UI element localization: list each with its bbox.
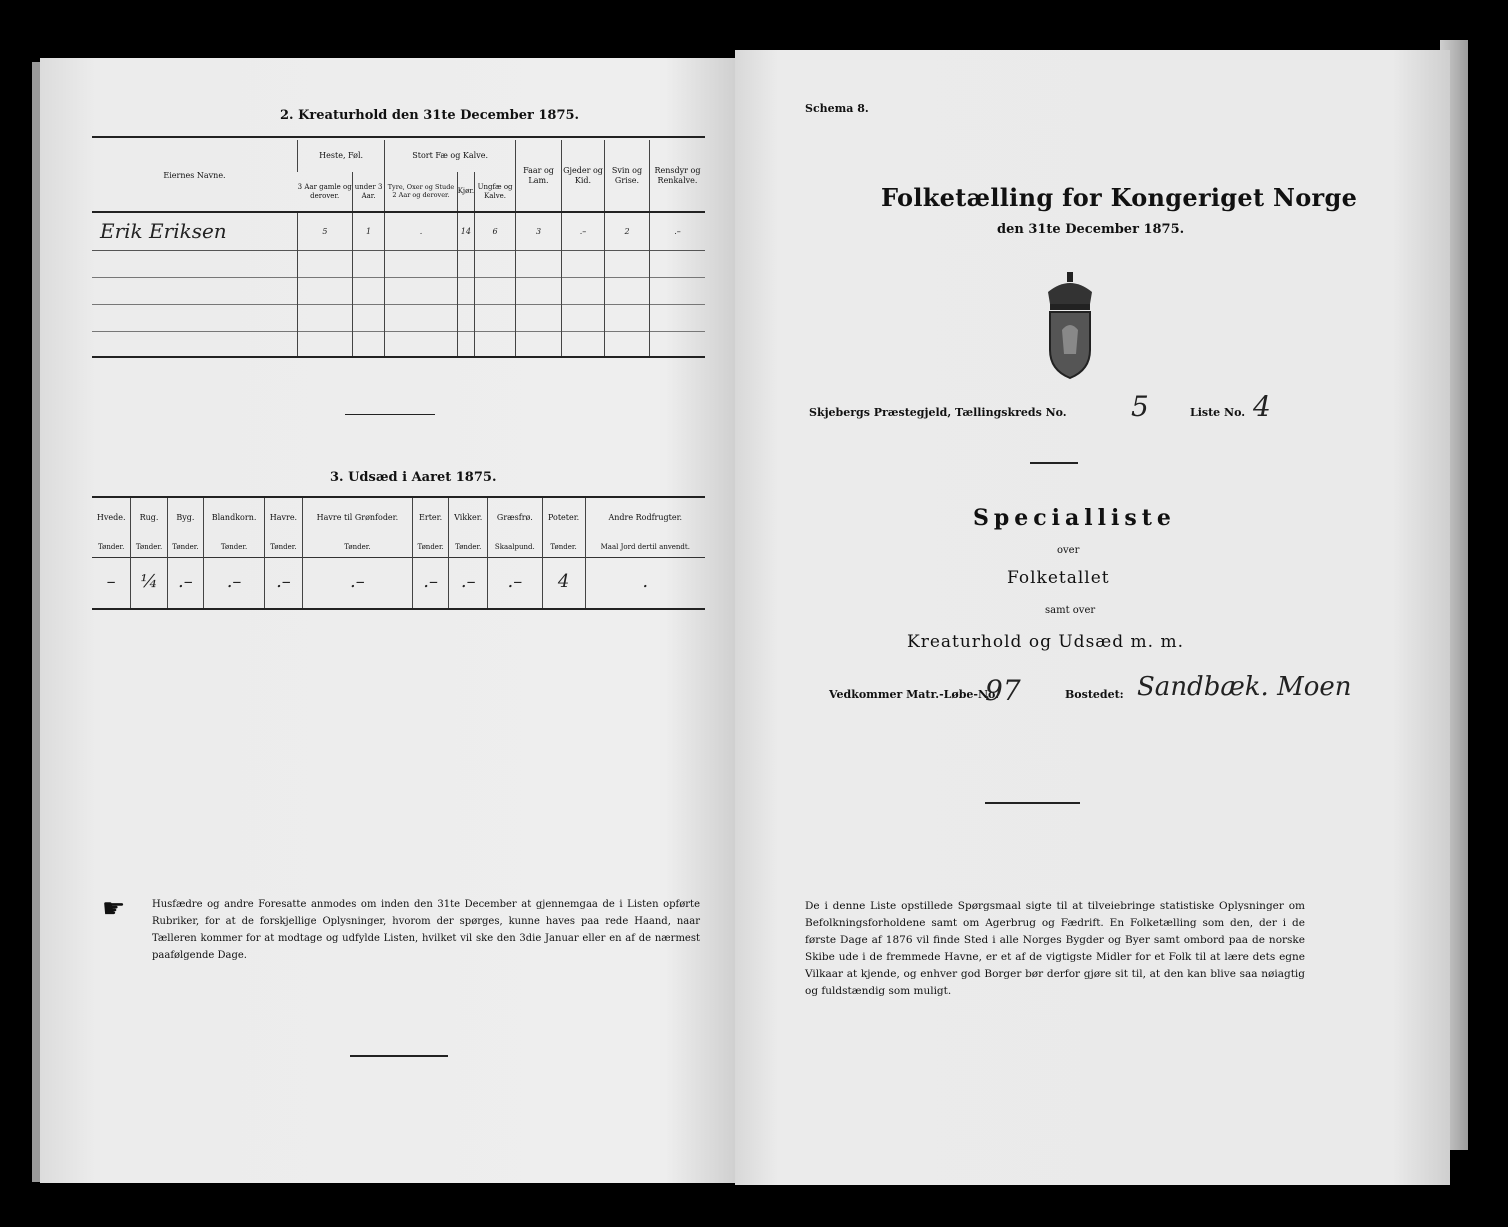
udsaed-value: .– — [204, 557, 265, 609]
separator-2 — [985, 802, 1080, 804]
cell-svin: 2 — [605, 212, 650, 250]
udsaed-col-unit: Tønder. — [412, 538, 448, 557]
schema-label: Schema 8. — [805, 102, 869, 115]
udsaed-col-unit: Tønder. — [542, 538, 585, 557]
kreaturhold-title: Kreaturhold og Udsæd m. m. — [907, 632, 1185, 652]
udsaed-col-header: Erter. — [412, 498, 448, 538]
separator-short — [345, 414, 435, 415]
udsaed-value: .– — [265, 557, 303, 609]
left-page — [40, 58, 735, 1183]
table-row — [92, 212, 705, 250]
col-eiernes-navne: Eiernes Navne. — [163, 170, 226, 180]
udsaed-col-unit: Tønder. — [265, 538, 303, 557]
norway-coat-of-arms-icon — [1040, 270, 1100, 380]
cell-gjeder: .– — [562, 212, 605, 250]
samt-over-text: samt over — [1045, 605, 1096, 616]
bostedet-label: Bostedet: — [1065, 688, 1124, 701]
udsaed-col-header: Byg. — [167, 498, 203, 538]
udsaed-value: .– — [302, 557, 412, 609]
udsaed-col-header: Havre. — [265, 498, 303, 538]
udsaed-header-row — [92, 498, 705, 538]
notice-text: Husfædre og andre Foresatte anmodes om inden den 31te December at gjennemgaa de i Listen opførte Rubriker, for at de forskjellige Oplysninger, hvorom der spørges, kunne haves paa rede Haand, naar Tælleren kommer for at modtage og udfylde Listen, hvilket vil ske den 3die Januar eller en af de nærmest paafølgende Dage. — [152, 899, 700, 961]
cell-heste-under: 1 — [352, 212, 384, 250]
udsaed-col-header: Vikker. — [449, 498, 488, 538]
table-row — [92, 304, 705, 331]
table-row — [92, 250, 705, 277]
udsaed-col-unit: Skaalpund. — [488, 538, 542, 557]
table-row — [92, 331, 705, 357]
right-page — [735, 50, 1450, 1185]
udsaed-col-unit: Maal Jord dertil anvendt. — [585, 538, 705, 557]
owner-name: Erik Eriksen — [100, 218, 227, 243]
udsaed-value: ¼ — [131, 557, 167, 609]
cell-tyre: . — [385, 212, 457, 250]
udsaed-col-header: Poteter. — [542, 498, 585, 538]
bottom-rule — [350, 1055, 448, 1057]
liste-no: 4 — [1253, 390, 1271, 423]
section2-top-rule — [92, 136, 705, 138]
col-tyre: Tyre, Oxer og Stude 2 Aar og derover. — [385, 172, 457, 212]
section2-title: 2. Kreaturhold den 31te December 1875. — [280, 108, 580, 123]
bostedet-value: Sandbæk. Moen — [1137, 672, 1352, 702]
col-stort-fae: Stort Fæ og Kalve. — [385, 140, 516, 172]
udsaed-col-header: Havre til Grønfoder. — [302, 498, 412, 538]
udsaed-col-header: Hvede. — [96, 513, 126, 523]
udsaed-col-unit: Tønder. — [204, 538, 265, 557]
tellingskreds-no: 5 — [1131, 390, 1149, 423]
udsaed-unit-row — [92, 538, 705, 557]
udsaed-value: .– — [449, 557, 488, 609]
specialliste-title: Specialliste — [973, 505, 1176, 531]
cell-kjor: 14 — [457, 212, 474, 250]
info-paragraph: De i denne Liste opstillede Spørgsmaal sigte til at tilveiebringe statistiske Oplysninger om Befolkningsforholdene samt om Agerbrug og Fædrift. En Folketælling som den, der i de første Dage af 1876 vil finde Sted i alle Norges Bygder og Byer samt ombord paa de norske Skibe ude i de fremmede Havne, er et af de vigtigste Midler for et Folk til at lære dets egne Vilkaar at kjende, og enhver god Borger bør derfor gjøre sit til, at den kan blive saa nøiagtig og fuldstændig som muligt. — [805, 900, 1305, 997]
udsaed-value: .– — [412, 557, 448, 609]
col-svin: Svin og Grise. — [605, 140, 650, 212]
over-text-1: over — [1057, 545, 1080, 556]
cell-heste-3aar: 5 — [298, 212, 353, 250]
col-faar: Faar og Lam. — [516, 140, 562, 212]
table-row — [92, 557, 705, 609]
udsaed-col-header: Rug. — [131, 498, 167, 538]
udsaed-col-unit: Tønder. — [302, 538, 412, 557]
folketallet-title: Folketallet — [1007, 568, 1110, 588]
col-heste-3aar: 3 Aar gamle og derover. — [297, 183, 352, 200]
kreaturhold-table — [92, 140, 705, 358]
col-heste-fol: Heste, Føl. — [298, 140, 385, 172]
cell-faar: 3 — [516, 212, 562, 250]
udsaed-value: .– — [488, 557, 542, 609]
udsaed-col-header: Blandkorn. — [204, 498, 265, 538]
udsaed-value: .– — [167, 557, 203, 609]
udsaed-col-unit: Tønder. — [167, 538, 203, 557]
cell-rensdyr: .– — [650, 212, 706, 250]
prestegjeld-label: Skjebergs Præstegjeld, Tællingskreds No. — [809, 406, 1067, 419]
matr-no: 97 — [985, 674, 1021, 707]
udsaed-col-unit: Tønder. — [98, 543, 125, 552]
udsaed-value: 4 — [542, 557, 585, 609]
section3-title: 3. Udsæd i Aaret 1875. — [330, 470, 497, 485]
col-ungfae: Ungfæ og Kalve. — [475, 172, 516, 212]
separator-1 — [1030, 462, 1078, 464]
census-date: den 31te December 1875. — [997, 222, 1185, 237]
cell-ungfae: 6 — [475, 212, 516, 250]
udsaed-value: . — [585, 557, 705, 609]
main-title: Folketælling for Kongeriget Norge — [881, 183, 1358, 212]
col-kjor: Kjør. — [457, 172, 474, 212]
udsaed-col-unit: Tønder. — [131, 538, 167, 557]
udsaed-col-header: Græsfrø. — [488, 498, 542, 538]
udsaed-value: – — [106, 571, 116, 593]
pointing-hand-icon: ☛ — [102, 894, 126, 924]
udsaed-col-header: Andre Rodfrugter. — [585, 498, 705, 538]
liste-label: Liste No. — [1190, 406, 1246, 419]
udsaed-col-unit: Tønder. — [449, 538, 488, 557]
col-rensdyr: Rensdyr og Renkalve. — [650, 140, 706, 212]
table-row — [92, 277, 705, 304]
matr-label: Vedkommer Matr.-Løbe-No. — [829, 688, 999, 701]
col-gjeder: Gjeder og Kid. — [562, 140, 605, 212]
udsaed-table — [92, 498, 705, 610]
col-heste-under: under 3 Aar. — [352, 172, 384, 212]
